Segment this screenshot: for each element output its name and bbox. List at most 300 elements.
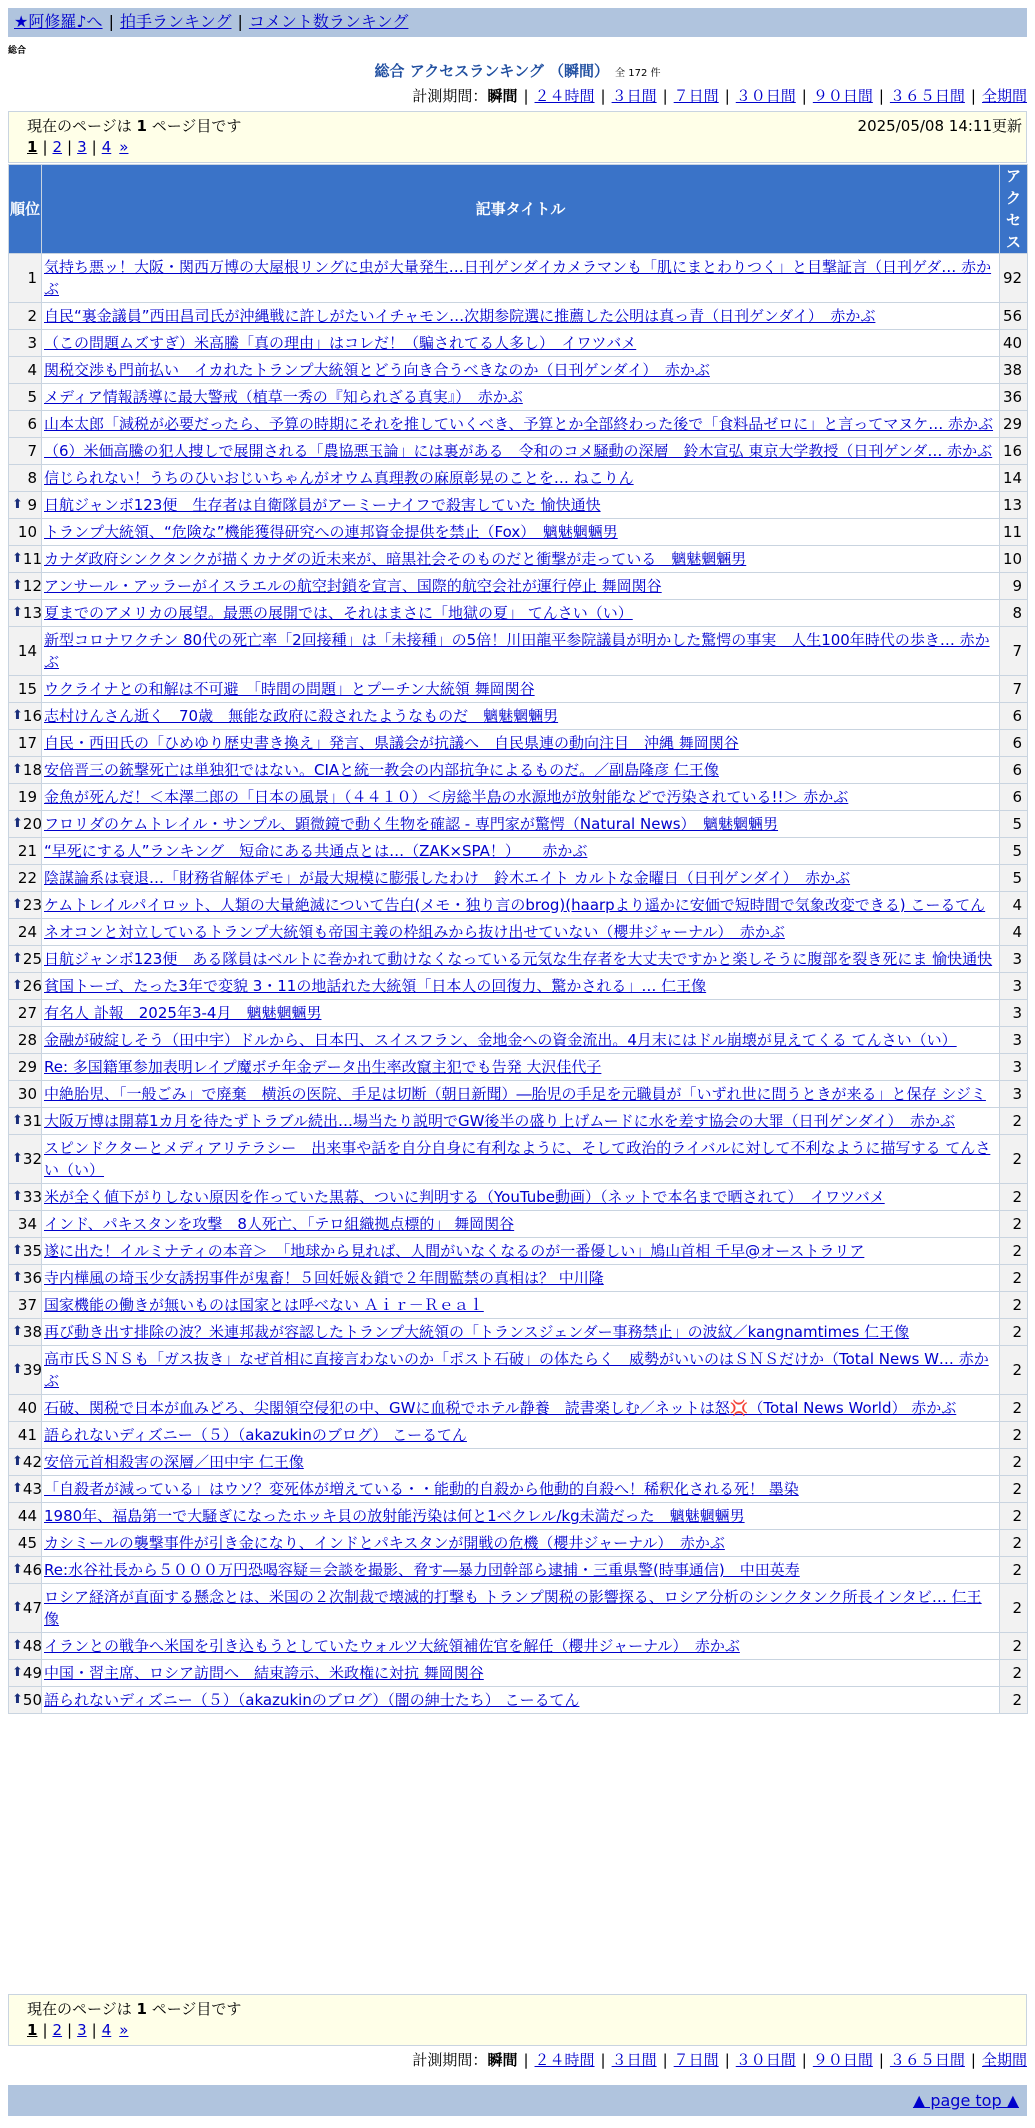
pager-page-link[interactable]: 3	[77, 138, 87, 156]
access-count: 2	[1000, 1503, 1028, 1530]
article-title-link[interactable]: ロシア経済が直面する懸念とは、米国の２次制裁で壊滅的打撃も トランプ関税の影響探る、ロシア分析のシンクタンク所長インタビ… 仁王像	[44, 1588, 982, 1628]
rank-number: 28	[17, 1031, 37, 1049]
access-count: 13	[1000, 492, 1028, 519]
table-row	[9, 811, 1028, 838]
up-arrow-icon: ⬆	[12, 1665, 23, 1680]
article-title-link[interactable]: 日航ジャンボ123便 ある隊員はベルトに巻かれて動けなくなっている元気な生存者を大丈夫ですかと楽しそうに腹部を裂き死にま 愉快通快	[44, 950, 993, 968]
category-label: 総合	[8, 46, 27, 56]
title-cell	[42, 1557, 1000, 1584]
access-count: 2	[1000, 1108, 1028, 1135]
access-count: 5	[1000, 865, 1028, 892]
up-arrow-icon: ⬆	[12, 1113, 23, 1128]
title-cell	[42, 1081, 1000, 1108]
pager-page-link[interactable]: 2	[52, 138, 63, 156]
rank-number: 13	[22, 604, 42, 622]
current-page-suffix: ページ目です	[146, 2000, 242, 2018]
pager-current-page: 1	[27, 2021, 38, 2039]
rank-cell	[9, 1135, 42, 1184]
rank-cell	[9, 303, 42, 330]
period-link[interactable]: ３日間	[611, 2051, 657, 2069]
rank-number: 31	[22, 1112, 42, 1130]
rank-cell	[9, 1660, 42, 1687]
access-count: 2	[1000, 1135, 1028, 1184]
pager-separator: |	[67, 2021, 73, 2039]
title-cell	[42, 946, 1000, 973]
access-count: 2	[1000, 1422, 1028, 1449]
table-row	[9, 411, 1028, 438]
article-title-link[interactable]: 志村けんさん逝く 70歳 無能な政府に殺されたようなものだ 魑魅魍魎男	[44, 707, 559, 725]
table-row	[9, 946, 1028, 973]
title-cell	[42, 438, 1000, 465]
period-separator: |	[801, 2051, 807, 2069]
up-arrow-icon: ⬆	[12, 1243, 23, 1258]
rank-cell	[9, 254, 42, 303]
rank-number: 29	[17, 1058, 37, 1076]
nav-separator: |	[108, 12, 114, 31]
access-count: 2	[1000, 1292, 1028, 1319]
table-row	[9, 573, 1028, 600]
rank-number: 16	[22, 707, 42, 725]
article-title-link[interactable]: 語られないディズニー（５）（akazukinのブログ） こーるてん	[44, 1426, 467, 1444]
table-row	[9, 1054, 1028, 1081]
rank-number: 26	[22, 977, 42, 995]
table-row	[9, 865, 1028, 892]
pager	[27, 137, 1026, 158]
pager-page-link[interactable]: 3	[77, 2021, 87, 2039]
article-title-link[interactable]: Re: 多国籍軍参加表明レイプ魔ボチ年金データ出生率改竄主犯でも告発 大沢佳代子	[44, 1058, 602, 1076]
rank-cell	[9, 919, 42, 946]
article-title-link[interactable]: トランプ大統領、“危険な”機能獲得研究への連邦資金提供を禁止（Fox） 魑魅魍魎男	[44, 523, 618, 541]
header-access: アクセス	[1000, 165, 1028, 254]
rank-number: 50	[22, 1691, 42, 1709]
period-current: 瞬間	[487, 2051, 518, 2069]
rank-number: 43	[22, 1480, 42, 1498]
period-link[interactable]: ３０日間	[735, 87, 796, 105]
table-row	[9, 384, 1028, 411]
rank-number: 8	[27, 469, 37, 487]
rank-cell	[9, 1449, 42, 1476]
article-title-link[interactable]: アンサール・アッラーがイスラエルの航空封鎖を宣言、国際的航空会社が運行停止 舞岡関谷	[44, 577, 662, 595]
period-separator: |	[600, 87, 606, 105]
article-title-link[interactable]: ウクライナとの和解は不可避 「時間の問題」とプーチン大統領 舞岡関谷	[44, 680, 535, 698]
title-cell	[42, 865, 1000, 892]
article-title-link[interactable]: 高市氏ＳＮＳも「ガス抜き」なぜ首相に直接言わないのか「ポスト石破」の体たらく 威勢がいいのはＳＮＳだけか（Total News W… 赤かぶ	[44, 1350, 989, 1390]
pager-page-link[interactable]: 2	[52, 2021, 63, 2039]
access-count: 6	[1000, 784, 1028, 811]
period-separator: |	[970, 2051, 976, 2069]
title-cell	[42, 784, 1000, 811]
page-info-bottom	[8, 1994, 1027, 2046]
rank-cell	[9, 411, 42, 438]
title-cell	[42, 600, 1000, 627]
title-cell	[42, 411, 1000, 438]
access-count: 56	[1000, 303, 1028, 330]
header-title: 記事タイトル	[42, 165, 1000, 254]
article-title-link[interactable]: 石破、関税で日本が血みどろ、尖閣領空侵犯の中、GWに血税でホテル静養 読書楽しむ／ネットは怒💢（Total News World） 赤かぶ	[44, 1399, 957, 1417]
period-link[interactable]: ２４時間	[534, 87, 595, 105]
title-cell	[42, 1660, 1000, 1687]
access-count: 2	[1000, 1319, 1028, 1346]
table-row	[9, 1449, 1028, 1476]
rank-number: 49	[22, 1664, 42, 1682]
article-title-link[interactable]: 大阪万博は開幕1カ月を待たずトラブル続出…場当たり説明でGW後半の盛り上げムードに水を差す協会の大罪（日刊ゲンダイ） 赤かぶ	[44, 1112, 955, 1130]
up-arrow-icon: ⬆	[12, 605, 23, 620]
rank-cell	[9, 357, 42, 384]
nav-link-comment-ranking[interactable]: コメント数ランキング	[248, 12, 409, 31]
article-title-link[interactable]: イランとの戦争へ米国を引き込もうとしていたウォルツ大統領補佐官を解任（櫻井ジャーナル） 赤かぶ	[44, 1637, 740, 1655]
title-cell	[42, 919, 1000, 946]
rank-cell	[9, 627, 42, 676]
table-row	[9, 1660, 1028, 1687]
title-cell	[42, 1108, 1000, 1135]
rank-number: 10	[17, 523, 37, 541]
rank-cell	[9, 1584, 42, 1633]
pager-page-link[interactable]: 4	[101, 138, 112, 156]
table-row	[9, 757, 1028, 784]
rank-number: 3	[27, 334, 37, 352]
rank-cell	[9, 1557, 42, 1584]
rank-number: 12	[22, 577, 42, 595]
header-rank: 順位	[9, 165, 42, 254]
access-count: 4	[1000, 919, 1028, 946]
period-link[interactable]: 全期間	[981, 2051, 1027, 2069]
article-title-link[interactable]: 寺内樺風の埼玉少女誘拐事件が鬼畜！５回妊娠＆鎖で２年間監禁の真相は？ 中川隆	[44, 1269, 604, 1287]
article-title-link[interactable]: 陰謀論系は衰退…「財務省解体デモ」が最大規模に膨張したわけ 鈴木エイト カルトな金曜日（日刊ゲンダイ） 赤かぶ	[44, 869, 851, 887]
rank-cell	[9, 1476, 42, 1503]
table-row	[9, 676, 1028, 703]
period-separator: |	[523, 87, 529, 105]
rank-number: 35	[22, 1242, 42, 1260]
rank-cell	[9, 438, 42, 465]
article-title-link[interactable]: 金魚が死んだ！＜本澤二郎の「日本の風景」（４４１０）＜房総半島の水源地が放射能などで汚染されている!!＞ 赤かぶ	[44, 788, 849, 806]
rank-number: 34	[17, 1215, 37, 1233]
article-title-link[interactable]: メディア情報誘導に最大警戒（植草一秀の『知られざる真実』） 赤かぶ	[44, 388, 523, 406]
up-arrow-icon: ⬆	[12, 978, 23, 993]
nav-link-ashura-home[interactable]: ★阿修羅♪へ	[14, 12, 103, 31]
period-separator: |	[878, 2051, 884, 2069]
up-arrow-icon: ⬆	[12, 951, 23, 966]
rank-number: 1	[27, 269, 37, 287]
article-title-link[interactable]: 貧国トーゴ、たった3年で変貌 3・11の地話れた大統領「日本人の回復力、驚かされる」… 仁王像	[44, 977, 707, 995]
rank-number: 5	[27, 388, 37, 406]
period-label: 計測期間：	[412, 2051, 488, 2069]
title-cell	[42, 1238, 1000, 1265]
rank-cell	[9, 1184, 42, 1211]
rank-cell	[9, 1530, 42, 1557]
access-count: 2	[1000, 1238, 1028, 1265]
article-title-link[interactable]: 遂に出た！イルミナティの本音＞ 「地球から見れば、人間がいなくなるのが一番優しい」鳩山首相 千早@オーストラリア	[44, 1242, 865, 1260]
table-row	[9, 1422, 1028, 1449]
access-count: 5	[1000, 811, 1028, 838]
table-row	[9, 600, 1028, 627]
table-row	[9, 1319, 1028, 1346]
rank-number: 46	[22, 1561, 42, 1579]
title-cell	[42, 1292, 1000, 1319]
access-count: 3	[1000, 1081, 1028, 1108]
current-page-prefix: 現在のページは	[27, 2000, 137, 2018]
up-arrow-icon: ⬆	[12, 1692, 23, 1707]
rank-cell	[9, 838, 42, 865]
pager-separator: |	[67, 138, 73, 156]
pager-next-link[interactable]: »	[119, 138, 129, 156]
table-row	[9, 1184, 1028, 1211]
page-top-link[interactable]: ▲ page top ▲	[912, 2091, 1019, 2110]
table-row	[9, 254, 1028, 303]
title-cell	[42, 1476, 1000, 1503]
title-cell	[42, 1346, 1000, 1395]
access-count: 92	[1000, 254, 1028, 303]
title-cell	[42, 492, 1000, 519]
access-count: 8	[1000, 600, 1028, 627]
access-count: 3	[1000, 1054, 1028, 1081]
rank-cell	[9, 330, 42, 357]
rank-number: 15	[17, 680, 37, 698]
title-cell	[42, 811, 1000, 838]
page-info-top	[8, 111, 1027, 163]
period-link[interactable]: 全期間	[981, 87, 1027, 105]
article-title-link[interactable]: 安倍晋三の銃撃死亡は単独犯ではない。CIAと統一教会の内部抗争によるものだ。／副島隆彦 仁王像	[44, 761, 719, 779]
article-title-link[interactable]: 安倍元首相殺害の深層／田中宇 仁王像	[44, 1453, 304, 1471]
article-title-link[interactable]: 自民・西田氏の「ひめゆり歴史書き換え」発言、県議会が抗議へ 自民県連の動向注目 沖縄 舞岡関谷	[44, 734, 739, 752]
article-title-link[interactable]: 関税交渉も門前払い イカれたトランプ大統領とどう向き合うべきなのか（日刊ゲンダイ） 赤かぶ	[44, 361, 710, 379]
up-arrow-icon: ⬆	[12, 497, 23, 512]
article-title-link[interactable]: 金融が破綻しそう（田中宇）ドルから、日本円、スイスフラン、金地金への資金流出。4月末にはドル崩壊が見えてくる てんさい（い）	[44, 1031, 957, 1049]
title-cell	[42, 1054, 1000, 1081]
article-title-link[interactable]: 1980年、福島第一で大騒ぎになったホッキ貝の放射能汚染は何と1ベクレル/kg未満だった 魑魅魍魎男	[44, 1507, 745, 1525]
access-count: 3	[1000, 1000, 1028, 1027]
table-row	[9, 1557, 1028, 1584]
pager-current-page: 1	[27, 138, 38, 156]
article-title-link[interactable]: 米が全く値下がりしない原因を作っていた黒幕、ついに判明する（YouTube動画）（ネットで本名まで晒されて） イワツバメ	[44, 1188, 885, 1206]
access-count: 29	[1000, 411, 1028, 438]
rank-cell	[9, 784, 42, 811]
title-cell	[42, 703, 1000, 730]
title-cell	[42, 1395, 1000, 1422]
title-cell	[42, 973, 1000, 1000]
table-row	[9, 627, 1028, 676]
access-count: 10	[1000, 546, 1028, 573]
rank-cell	[9, 546, 42, 573]
pager-separator: |	[91, 138, 97, 156]
up-arrow-icon: ⬆	[12, 1562, 23, 1577]
period-link[interactable]: ７日間	[673, 2051, 719, 2069]
rank-cell	[9, 600, 42, 627]
period-current: 瞬間	[487, 87, 518, 105]
period-selector-top	[412, 86, 1027, 106]
table-row	[9, 1000, 1028, 1027]
rank-number: 48	[22, 1637, 42, 1655]
rank-cell	[9, 1211, 42, 1238]
rank-cell	[9, 1081, 42, 1108]
table-row	[9, 1108, 1028, 1135]
table-row	[9, 1346, 1028, 1395]
table-row	[9, 438, 1028, 465]
article-title-link[interactable]: ネオコンと対立しているトランプ大統領も帝国主義の枠組みから抜け出せていない（櫻井ジャーナル） 赤かぶ	[44, 923, 785, 941]
current-page-prefix: 現在のページは	[27, 117, 137, 135]
table-row	[9, 303, 1028, 330]
rank-number: 36	[22, 1269, 42, 1287]
access-count: 9	[1000, 573, 1028, 600]
article-title-link[interactable]: 自民“裏金議員”西田昌司氏が沖縄戦に許しがたいイチャモン…次期参院選に推薦した公明は真っ青（日刊ゲンダイ） 赤かぶ	[44, 307, 876, 325]
table-row	[9, 1633, 1028, 1660]
period-link[interactable]: ３０日間	[735, 2051, 796, 2069]
nav-link-clap-ranking[interactable]: 拍手ランキング	[119, 12, 232, 31]
title-cell	[42, 1265, 1000, 1292]
article-title-link[interactable]: 国家機能の働きが無いものは国家とは呼べない Ａｉｒ－Ｒｅａｌ	[44, 1296, 484, 1314]
period-link[interactable]: ７日間	[673, 87, 719, 105]
up-arrow-icon: ⬆	[12, 897, 23, 912]
title-cell	[42, 1422, 1000, 1449]
period-link[interactable]: ９０日間	[812, 87, 873, 105]
up-arrow-icon: ⬆	[12, 816, 23, 831]
article-title-link[interactable]: （この問題ムズすぎ）米高騰「真の理由」はコレだ！（騙されてる人多し） イワツバメ	[44, 334, 637, 352]
article-title-link[interactable]: カナダ政府シンクタンクが描くカナダの近未来が、暗黒社会そのものだと衝撃が走っている 魑魅魍魎男	[44, 550, 747, 568]
article-title-link[interactable]: カシミールの襲撃事件が引き金になり、インドとパキスタンが開戦の危機（櫻井ジャーナル） 赤かぶ	[44, 1534, 725, 1552]
current-page-number: 1	[136, 2000, 147, 2018]
pager-next-link[interactable]: »	[119, 2021, 129, 2039]
table-row	[9, 1584, 1028, 1633]
table-row	[9, 1292, 1028, 1319]
period-link[interactable]: ９０日間	[812, 2051, 873, 2069]
article-title-link[interactable]: 再び動き出す排除の波？米連邦裁が容認したトランプ大統領の「トランスジェンダー事務禁止」の波紋／kangnamtimes 仁王像	[44, 1323, 910, 1341]
access-count: 7	[1000, 627, 1028, 676]
current-page-suffix: ページ目です	[146, 117, 242, 135]
rank-number: 11	[22, 550, 42, 568]
article-title-link[interactable]: 中絶胎児、「一般ごみ」で廃棄 横浜の医院、手足は切断（朝日新聞）―胎児の手足を元職員が「いずれ世に問うときが来る」と保存 シジミ	[44, 1085, 986, 1103]
rank-cell	[9, 1633, 42, 1660]
rank-cell	[9, 757, 42, 784]
title-cell	[42, 892, 1000, 919]
rank-cell	[9, 676, 42, 703]
title-cell	[42, 330, 1000, 357]
pager-separator: |	[91, 2021, 97, 2039]
rank-cell	[9, 465, 42, 492]
title-cell	[42, 573, 1000, 600]
period-link[interactable]: ３日間	[611, 87, 657, 105]
article-title-link[interactable]: 信じられない！うちのひいおじいちゃんがオウム真理教の麻原彰晃のことを… ねこりん	[44, 469, 634, 487]
rank-number: 47	[22, 1599, 42, 1617]
article-title-link[interactable]: （6）米価高騰の犯人捜しで展開される「農協悪玉論」には裏がある 令和のコメ騒動の深層 鈴木宣弘 東京大学教授（日刊ゲンダ… 赤かぶ	[44, 442, 993, 460]
table-row	[9, 1027, 1028, 1054]
rank-number: 19	[17, 788, 37, 806]
period-link[interactable]: ３６５日間	[889, 87, 965, 105]
rank-cell	[9, 1292, 42, 1319]
updated-timestamp: 2025/05/08 14:11更新	[857, 117, 1022, 135]
table-row	[9, 919, 1028, 946]
article-title-link[interactable]: “早死にする人”ランキング 短命にある共通点とは…（ZAK×SPA！） 赤かぶ	[44, 842, 588, 860]
ranking-title: 総合 アクセスランキング （瞬間）	[374, 62, 610, 80]
article-title-link[interactable]: インド、パキスタンを攻撃 8人死亡、「テロ組織拠点標的」 舞岡関谷	[44, 1215, 515, 1233]
rank-cell	[9, 1054, 42, 1081]
rank-number: 32	[22, 1150, 42, 1168]
title-cell	[42, 676, 1000, 703]
article-title-link[interactable]: スピンドクターとメディアリテラシー 出来事や話を自分自身に有利なように、そして政治的ライバルに対して不利なように描写する てんさい（い）	[44, 1139, 991, 1179]
article-title-link[interactable]: 山本太郎「減税が必要だったら、予算の時期にそれを推していくべき、予算とか全部終わった後で「食料品ゼロに」と言ってマヌケ… 赤かぶ	[44, 415, 994, 433]
period-separator: |	[600, 2051, 606, 2069]
access-count: 2	[1000, 1184, 1028, 1211]
title-cell	[42, 519, 1000, 546]
article-title-link[interactable]: 気持ち悪ッ！大阪・関西万博の大屋根リングに虫が大量発生…日刊ゲンダイカメラマンも「肌にまとわりつく」と目撃証言（日刊ゲダ… 赤かぶ	[44, 258, 992, 298]
access-count: 16	[1000, 438, 1028, 465]
table-row	[9, 465, 1028, 492]
rank-cell	[9, 1346, 42, 1395]
article-title-link[interactable]: フロリダのケムトレイル・サンプル、顕微鏡で動く生物を確認 - 専門家が驚愕（Natural News） 魑魅魍魎男	[44, 815, 779, 833]
rank-number: 21	[17, 842, 37, 860]
access-count: 36	[1000, 384, 1028, 411]
title-cell	[42, 465, 1000, 492]
period-separator: |	[662, 2051, 668, 2069]
up-arrow-icon: ⬆	[12, 1270, 23, 1285]
rank-cell	[9, 892, 42, 919]
article-title-link[interactable]: 新型コロナワクチン 80代の死亡率「2回接種」は「未接種」の5倍！川田龍平参院議員が明かした驚愕の事実 人生100年時代の歩き… 赤かぶ	[44, 631, 990, 671]
access-count: 14	[1000, 465, 1028, 492]
access-count: 2	[1000, 1211, 1028, 1238]
rank-number: 22	[17, 869, 37, 887]
title-cell	[42, 1000, 1000, 1027]
title-cell	[42, 1184, 1000, 1211]
article-title-link[interactable]: 語られないディズニー（５）（akazukinのブログ）（闇の紳士たち） こーるてん	[44, 1691, 580, 1709]
rank-number: 27	[17, 1004, 37, 1022]
period-link[interactable]: ３６５日間	[889, 2051, 965, 2069]
rank-cell	[9, 1265, 42, 1292]
up-arrow-icon: ⬆	[12, 1324, 23, 1339]
rank-number: 20	[22, 815, 42, 833]
title-cell	[42, 1633, 1000, 1660]
access-count: 3	[1000, 946, 1028, 973]
access-count: 2	[1000, 1476, 1028, 1503]
pager-separator: |	[42, 138, 48, 156]
rank-cell	[9, 1503, 42, 1530]
rank-cell	[9, 811, 42, 838]
article-title-link[interactable]: 夏までのアメリカの展望。最悪の展開では、それはまさに「地獄の夏」 てんさい（い）	[44, 604, 633, 622]
rank-number: 40	[17, 1399, 37, 1417]
rank-cell	[9, 519, 42, 546]
article-title-link[interactable]: 日航ジャンボ123便 生存者は自衛隊員がアーミーナイフで殺害していた 愉快通快	[44, 496, 601, 514]
up-arrow-icon: ⬆	[12, 578, 23, 593]
article-title-link[interactable]: ケムトレイルパイロット、人類の大量絶滅について告白(メモ・独り言のbrog)(haarpより遥かに安価で短時間で気象改変できる) こーるてん	[44, 896, 986, 914]
rank-cell	[9, 384, 42, 411]
access-count: 2	[1000, 1530, 1028, 1557]
article-title-link[interactable]: 有名人 訃報 2025年3-4月 魑魅魍魎男	[44, 1004, 322, 1022]
up-arrow-icon: ⬆	[12, 1151, 23, 1166]
current-page-number: 1	[136, 117, 147, 135]
rank-cell	[9, 946, 42, 973]
article-title-link[interactable]: Re:水谷社長から５０００万円恐喝容疑＝会談を撮影、脅す―暴力団幹部ら逮捕・三重県警(時事通信) 中田英寿	[44, 1561, 800, 1579]
rank-cell	[9, 973, 42, 1000]
period-label: 計測期間：	[412, 87, 488, 105]
table-header-row	[9, 165, 1028, 254]
up-arrow-icon: ⬆	[12, 1481, 23, 1496]
table-row	[9, 357, 1028, 384]
article-title-link[interactable]: 「自殺者が減っている」はウソ？変死体が増えている・・能動的自殺から他動的自殺へ！稀釈化される死！ 墨染	[44, 1480, 799, 1498]
rank-number: 23	[22, 896, 42, 914]
rank-number: 9	[27, 496, 37, 514]
access-count: 5	[1000, 838, 1028, 865]
access-count: 6	[1000, 757, 1028, 784]
table-row	[9, 519, 1028, 546]
pager-page-link[interactable]: 4	[101, 2021, 112, 2039]
period-link[interactable]: ２４時間	[534, 2051, 595, 2069]
rank-number: 39	[22, 1361, 42, 1379]
up-arrow-icon: ⬆	[12, 1600, 23, 1615]
table-row	[9, 838, 1028, 865]
rank-cell	[9, 703, 42, 730]
title-cell	[42, 1530, 1000, 1557]
period-separator: |	[724, 2051, 730, 2069]
article-title-link[interactable]: 中国・習主席、ロシア訪問へ 結束誇示、米政権に対抗 舞岡関谷	[44, 1664, 484, 1682]
access-count: 4	[1000, 892, 1028, 919]
rank-number: 7	[27, 442, 37, 460]
